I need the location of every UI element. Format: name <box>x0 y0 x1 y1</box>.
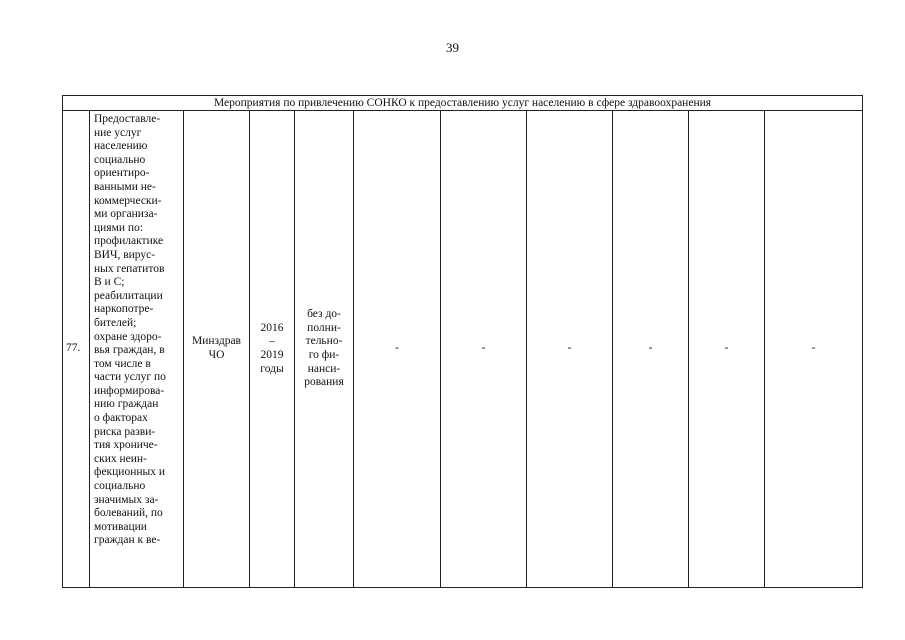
measure-description: Предоставле- ние услуг населению социально ориентиро- ванными не- коммерчески- ми организа- циями по: профилактике ВИЧ, вирус- ных гепатитов В и С; реабилитации наркопотре- бителей; охране здоро- вья граждан, в том числе в части услуг по информирова- нию граждан о факторах риска разви- тия хрониче- ских неин- фекционных и социально значимых за- болеваний, по мотивации граждан к ве- <box>90 111 184 588</box>
section-header-row <box>63 96 863 111</box>
value-cell-1: - <box>354 111 441 588</box>
row-number: 77. <box>63 111 90 588</box>
value-cell-3: - <box>527 111 613 588</box>
period-cell <box>250 111 295 588</box>
executor-cell <box>184 111 250 588</box>
financing-cell <box>295 111 354 588</box>
executor: Минздрав ЧО <box>191 335 241 361</box>
financing: без до- полни- тельно- го фи- нанси- рования <box>304 308 344 389</box>
value-cell-2: - <box>441 111 527 588</box>
page-number: 39 <box>446 40 459 55</box>
period: 2016 – 2019 годы <box>260 321 284 375</box>
measures-table <box>62 95 863 588</box>
table-row <box>63 111 863 588</box>
value-cell-5: - <box>689 111 765 588</box>
value-cell-4: - <box>613 111 689 588</box>
value-cell-6: - <box>765 111 863 588</box>
section-title: Мероприятия по привлечению СОНКО к предоставлению услуг населению в сфере здравоохранения <box>63 96 863 111</box>
